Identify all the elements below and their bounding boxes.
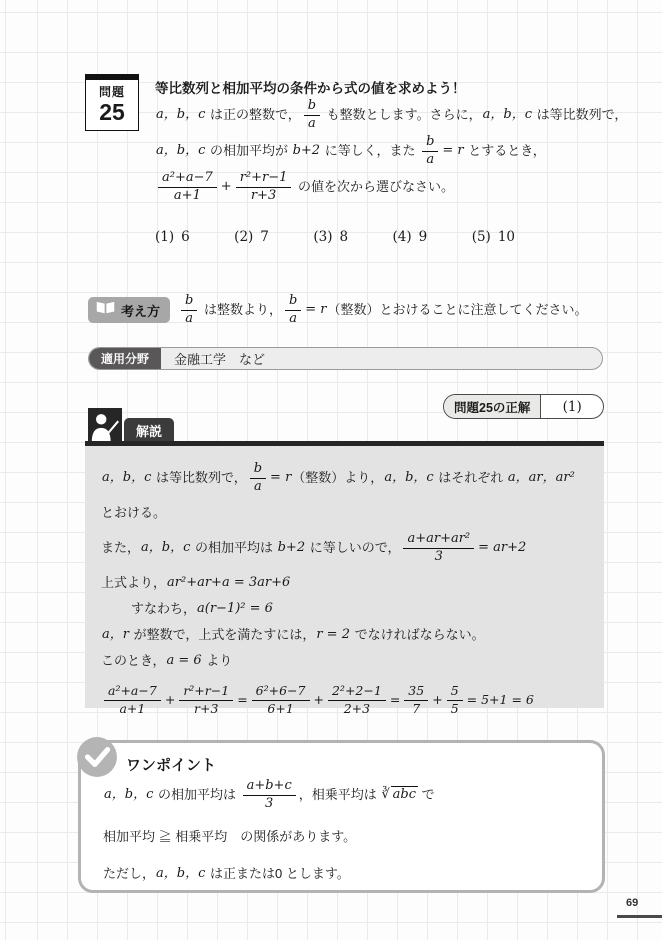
fraction: $\frac{\text{r²+r−1}}{r+3}$ — [179, 684, 233, 716]
text-segment: 上式より， — [101, 574, 167, 590]
fraction: $\frac{\text{r²+r−1}}{r+3}$ — [236, 171, 292, 204]
explanation-line-4 — [101, 572, 588, 594]
choice-option-1 — [155, 229, 190, 245]
text-segment: b+2 — [292, 142, 321, 158]
text-segment: a，b，c — [104, 786, 154, 802]
text-segment: a，b，c — [141, 539, 191, 555]
text-segment: a，b，c — [384, 469, 434, 485]
fraction: $\frac{\text{a²+a−7}}{a+1}$ — [104, 684, 161, 716]
fraction: $\frac{b}{a}$ — [304, 99, 320, 132]
choice-value: 10 — [497, 229, 515, 245]
explanation-box — [85, 446, 604, 716]
fraction: $\frac{\text{6²+6−7}}{6+1}$ — [252, 684, 310, 716]
text-segment: に等しいので， — [306, 539, 401, 555]
problem-number-box — [85, 74, 139, 131]
choice-option-3 — [313, 229, 348, 245]
explanation-line-6 — [101, 624, 588, 646]
problem-title: 等比数列と相加平均の条件から式の値を求めよう！ — [155, 81, 466, 96]
fraction: $\frac{b}{a}$ — [422, 135, 438, 168]
text-segment: の値を次から選びなさい。 — [294, 178, 455, 194]
answer-badge-value: (1) — [562, 398, 582, 415]
explanation-line-5 — [101, 598, 588, 620]
answer-badge — [443, 394, 604, 419]
problem-line-1 — [155, 95, 627, 135]
choice-value: 6 — [181, 229, 190, 245]
problem-box-label: 問題 — [98, 85, 125, 99]
choice-option-5 — [472, 229, 515, 245]
fraction: $\frac{b}{a}$ — [285, 294, 301, 327]
choice-value: 8 — [339, 229, 349, 245]
text-segment: a，ar，ar² — [507, 469, 575, 485]
approach-text — [178, 290, 588, 330]
text-segment: a，r — [102, 626, 129, 642]
text-segment: とおける。 — [101, 504, 167, 520]
text-segment: + — [164, 691, 176, 707]
choice-value: 9 — [418, 229, 428, 245]
text-segment: （整数）より， — [292, 469, 384, 485]
answer-badge-label: 問題25の正解 — [444, 395, 541, 418]
choices-row — [155, 229, 515, 245]
text-segment: の相加平均が — [206, 142, 292, 158]
text-segment: a，b，c — [156, 142, 206, 158]
text-segment: = — [389, 691, 401, 707]
problem-box-top-bar — [86, 75, 138, 80]
text-segment: a，b，c — [156, 106, 206, 122]
text-segment: も整数とします。さらに， — [323, 106, 482, 122]
text-segment: とするとき， — [464, 142, 546, 158]
choice-label: (2) — [234, 229, 254, 245]
application-field-label: 適用分野 — [89, 348, 161, 369]
text-segment: ただし， — [103, 866, 156, 881]
text-segment: a，b，c — [156, 866, 206, 881]
text-segment: ∛ — [381, 786, 390, 802]
onepoint-line-1 — [103, 775, 435, 815]
choice-option-4 — [393, 229, 428, 245]
text-segment: また， — [101, 539, 141, 555]
instructor-icon — [88, 408, 122, 442]
onepoint-title: ワンポイント — [126, 757, 217, 774]
text-segment: = ar+2 — [478, 539, 527, 555]
text-segment: b+2 — [277, 539, 306, 555]
explanation-line-7 — [101, 650, 588, 672]
explanation-line-8 — [101, 676, 588, 724]
application-field-bar — [88, 347, 603, 370]
text-segment: = r — [305, 301, 327, 317]
choice-option-2 — [234, 229, 269, 245]
text-segment: = 5+1 = 6 — [466, 691, 534, 707]
explanation-line-3 — [101, 528, 588, 568]
text-segment: 相加平均 ≧ 相乗平均 の関係があります。 — [103, 829, 357, 844]
choice-value: 7 — [260, 229, 269, 245]
page-number-rule — [617, 915, 662, 918]
text-segment: より — [202, 652, 233, 668]
application-field-value: 金融工学 など — [174, 352, 266, 367]
text-segment: a = 6 — [166, 652, 202, 668]
problem-line-3 — [155, 164, 454, 210]
fraction: $\frac{b}{a}$ — [250, 462, 266, 495]
text-segment: で — [418, 786, 435, 802]
text-segment: ，相乗平均は — [298, 786, 381, 802]
fraction: $\frac{a+b+c}{3}$ — [243, 779, 296, 812]
text-segment: a(r−1)² = 6 — [197, 600, 273, 616]
fraction: $\frac{\text{a²+a−7}}{a+1}$ — [158, 171, 217, 204]
text-segment: の相加平均は — [154, 786, 240, 802]
check-icon — [76, 736, 118, 778]
explanation-line-2 — [101, 502, 588, 524]
onepoint-line-2 — [103, 829, 356, 846]
choice-label: (4) — [392, 229, 412, 245]
onepoint-box — [78, 740, 605, 893]
text-segment: は正の整数で， — [206, 106, 301, 122]
text-segment: a，b，c — [102, 469, 152, 485]
page-number: 69 — [626, 897, 639, 909]
text-segment: abc — [392, 787, 417, 803]
fraction: $\frac{35}{7}$ — [404, 684, 428, 716]
approach-chip — [88, 297, 170, 323]
text-segment: すなわち， — [131, 600, 197, 616]
text-segment: に等しく，また — [321, 142, 420, 158]
text-segment: （整数）とおけることに注意してください。 — [327, 301, 588, 317]
text-segment: r = 2 — [316, 626, 350, 642]
text-segment: = r — [270, 469, 292, 485]
choice-label: (5) — [471, 229, 491, 245]
explanation-tab: 解説 — [124, 418, 174, 442]
onepoint-line-3 — [103, 866, 350, 883]
text-segment: + — [313, 691, 324, 707]
problem-box-number: 25 — [99, 99, 125, 125]
text-segment: は等比数列で， — [532, 106, 628, 122]
fraction: $\frac{b}{a}$ — [181, 294, 197, 327]
explanation-line-1 — [101, 458, 588, 498]
text-segment: = — [237, 691, 248, 707]
text-segment: は等比数列で， — [152, 469, 247, 485]
book-icon — [95, 300, 116, 320]
text-segment: でなければならない。 — [350, 626, 485, 642]
fraction: $\frac{\text{a+ar+ar²}}{3}$ — [403, 532, 474, 565]
text-segment: = r — [442, 142, 464, 158]
text-segment: は整数より， — [200, 301, 282, 317]
text-segment: はそれぞれ — [434, 469, 507, 485]
text-segment: a，b，c — [482, 106, 532, 122]
text-segment: の相加平均は — [191, 539, 277, 555]
text-segment: は正または0 とします。 — [206, 866, 350, 881]
text-segment: このとき， — [101, 652, 166, 668]
choice-label: (1) — [155, 229, 175, 245]
choice-label: (3) — [313, 229, 333, 245]
fraction: $\frac{5}{5}$ — [447, 684, 463, 716]
text-segment: + — [220, 178, 232, 194]
text-segment: が整数で，上式を満たすには， — [129, 626, 316, 642]
text-segment: ar²+ar+a = 3ar+6 — [167, 574, 291, 590]
approach-label: 考え方 — [121, 303, 161, 319]
text-segment: + — [432, 691, 443, 707]
fraction: $\frac{\text{2²+2−1}}{2+3}$ — [328, 684, 386, 716]
